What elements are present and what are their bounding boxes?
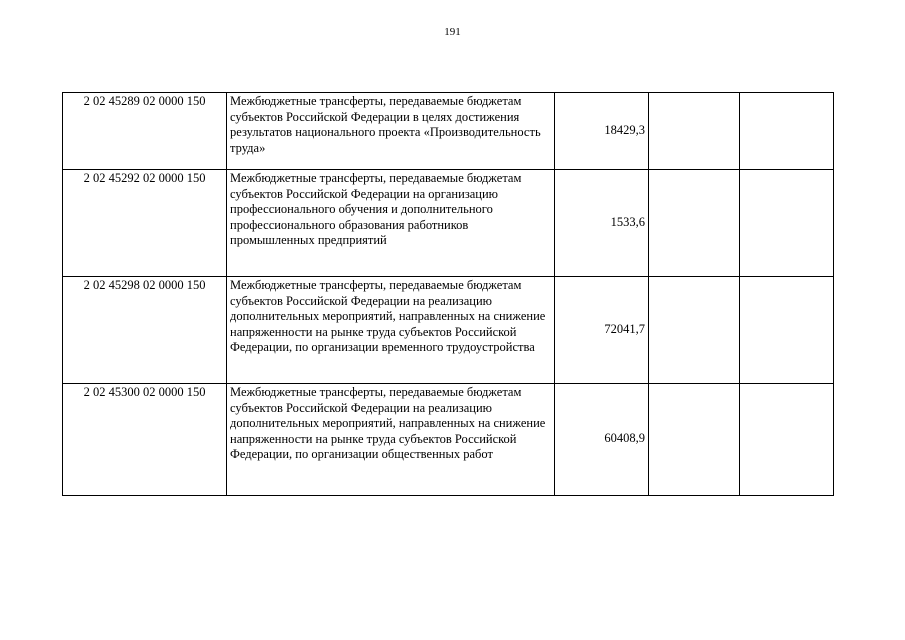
empty-cell: [649, 170, 740, 277]
budget-code-cell: 2 02 45292 02 0000 150: [63, 170, 227, 277]
budget-code-cell: 2 02 45289 02 0000 150: [63, 93, 227, 170]
table-row: [63, 93, 834, 170]
budget-table: [62, 92, 834, 496]
amount-cell: 18429,3: [555, 93, 649, 170]
empty-cell: [649, 384, 740, 496]
table-row: [63, 277, 834, 384]
empty-cell: [649, 93, 740, 170]
empty-cell: [740, 277, 834, 384]
budget-code-cell: 2 02 45300 02 0000 150: [63, 384, 227, 496]
empty-cell: [740, 384, 834, 496]
budget-code-cell: 2 02 45298 02 0000 150: [63, 277, 227, 384]
empty-cell: [740, 93, 834, 170]
description-cell: Межбюджетные трансферты, передаваемые бюджетам субъектов Российской Федерации на реализацию дополнительных мероприятий, направленных на снижение напряженности на рынке труда субъектов Российской Федерации, по организации временного трудоустройства: [227, 277, 555, 384]
page-number: 191: [444, 26, 461, 38]
description-cell: Межбюджетные трансферты, передаваемые бюджетам субъектов Российской Федерации на организацию профессионального обучения и дополнительного профессионального образования работников промышленных предприятий: [227, 170, 555, 277]
empty-cell: [649, 277, 740, 384]
description-cell: Межбюджетные трансферты, передаваемые бюджетам субъектов Российской Федерации на реализацию дополнительных мероприятий, направленных на снижение напряженности на рынке труда субъектов Российской Федерации, по организации общественных работ: [227, 384, 555, 496]
table-row: [63, 170, 834, 277]
empty-cell: [740, 170, 834, 277]
table-row: [63, 384, 834, 496]
amount-cell: 60408,9: [555, 384, 649, 496]
amount-cell: 72041,7: [555, 277, 649, 384]
amount-cell: 1533,6: [555, 170, 649, 277]
description-cell: Межбюджетные трансферты, передаваемые бюджетам субъектов Российской Федерации в целях достижения результатов национального проекта «Производительность труда»: [227, 93, 555, 170]
